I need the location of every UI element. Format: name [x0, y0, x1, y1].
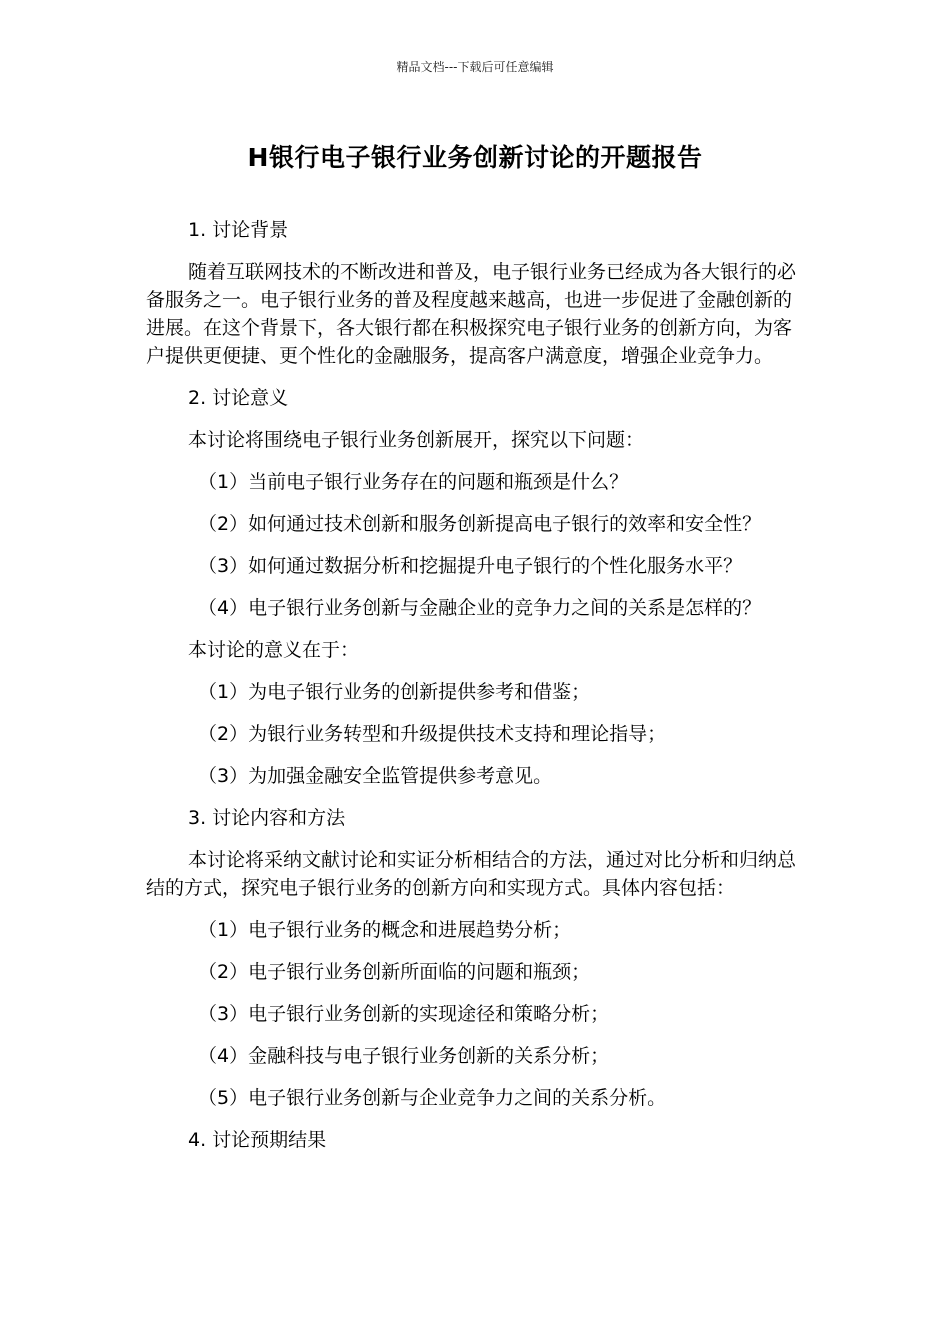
- content-item-5: （5）电子银行业务创新与企业竞争力之间的关系分析。: [198, 1087, 667, 1109]
- section-heading-significance: 2. 讨论意义: [188, 387, 289, 409]
- question-item-3: （3）如何通过数据分析和挖掘提升电子银行的个性化服务水平？: [198, 555, 743, 577]
- content-item-1: （1）电子银行业务的概念和进展趋势分析；: [198, 919, 572, 941]
- section-heading-expected-results: 4. 讨论预期结果: [188, 1129, 327, 1151]
- background-paragraph: 随着互联网技术的不断改进和普及，电子银行业务已经成为各大银行的必备服务之一。电子银行业务的普及程度越来越高，也进一步促进了金融创新的进展。在这个背景下，各大银行都在积极探究电子银行业务的创新方向，为客户提供更便捷、更个性化的金融服务，提高客户满意度，增强企业竞争力。: [146, 261, 797, 367]
- meaning-item-2: （2）为银行业务转型和升级提供技术支持和理论指导；: [198, 723, 667, 745]
- section-heading-content-method: 3. 讨论内容和方法: [188, 807, 346, 829]
- content-item-2: （2）电子银行业务创新所面临的问题和瓶颈；: [198, 961, 591, 983]
- question-item-1: （1）当前电子银行业务存在的问题和瓶颈是什么？: [198, 471, 629, 493]
- content-item-3: （3）电子银行业务创新的实现途径和策略分析；: [198, 1003, 610, 1025]
- document-title: H银行电子银行业务创新讨论的开题报告: [247, 143, 703, 172]
- meaning-item-3: （3）为加强金融安全监管提供参考意见。: [198, 765, 553, 787]
- document-body: [146, 216, 796, 1154]
- page-header-note: 精品文档---下载后可任意编辑: [396, 60, 554, 74]
- question-item-4: （4）电子银行业务创新与金融企业的竞争力之间的关系是怎样的？: [198, 597, 762, 619]
- section-heading-background: 1. 讨论背景: [188, 219, 289, 241]
- question-item-2: （2）如何通过技术创新和服务创新提高电子银行的效率和安全性？: [198, 513, 762, 535]
- meaning-intro: 本讨论的意义在于：: [188, 639, 360, 661]
- content-method-paragraph: 本讨论将采纳文献讨论和实证分析相结合的方法，通过对比分析和归纳总结的方式，探究电子银行业务的创新方向和实现方式。具体内容包括：: [146, 849, 797, 899]
- content-item-4: （4）金融科技与电子银行业务创新的关系分析；: [198, 1045, 610, 1067]
- significance-intro: 本讨论将围绕电子银行业务创新展开，探究以下问题：: [188, 429, 645, 451]
- meaning-item-1: （1）为电子银行业务的创新提供参考和借鉴；: [198, 681, 591, 703]
